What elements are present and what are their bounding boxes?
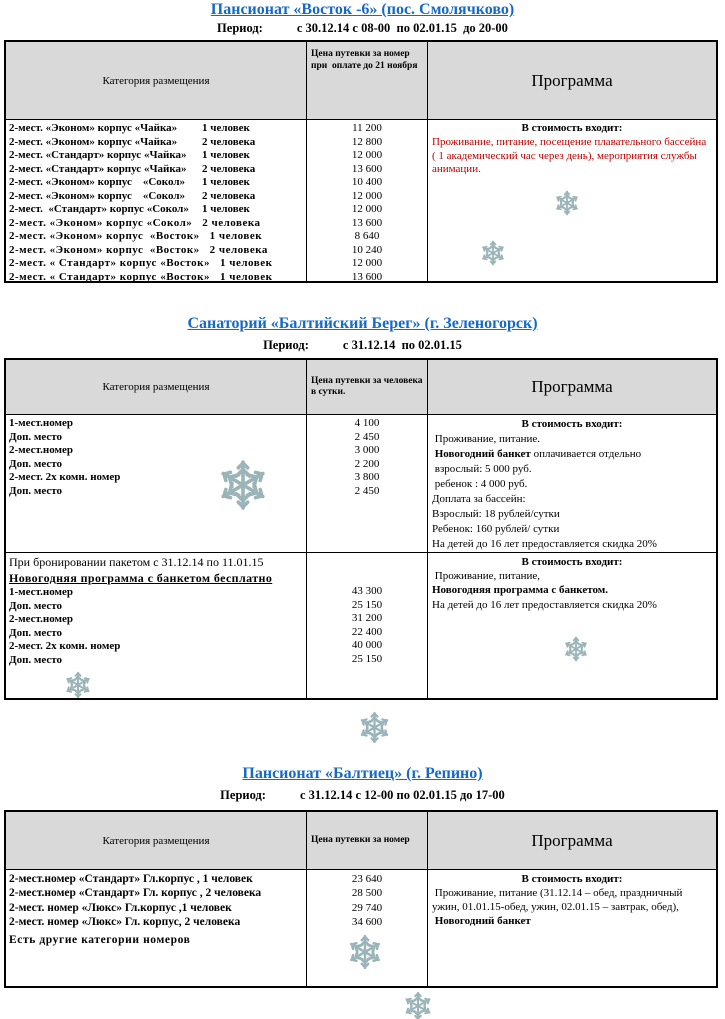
price-cell bbox=[307, 553, 428, 698]
section-title-vostok bbox=[0, 1, 725, 19]
period-value: с 30.12.14 с 08-00 по 02.01.15 до 20-00 bbox=[296, 21, 508, 35]
occupancy: 2 человека bbox=[202, 189, 256, 202]
price-value: 25 150 bbox=[351, 598, 383, 611]
special-offer: Новогодняя программа с банкетом бесплатно bbox=[9, 571, 273, 585]
program-heading: В стоимость входит: bbox=[521, 122, 623, 134]
price-value: 22 400 bbox=[351, 625, 383, 638]
room-category: 2-мест. «Эконом» корпус «Восток» bbox=[9, 230, 200, 242]
price-value: 28 500 bbox=[351, 887, 383, 900]
program-text: Взрослый: 18 рублей/сутки bbox=[432, 508, 560, 520]
program-cell bbox=[428, 553, 716, 698]
room-category: 1-мест.номер bbox=[9, 586, 74, 598]
price-value: 12 000 bbox=[351, 203, 383, 215]
room-category: Доп. место bbox=[9, 626, 63, 639]
room-category: 2-мест. номер «Люкс» Гл. корпус, 2 человека bbox=[9, 916, 241, 929]
price-value: 23 640 bbox=[351, 873, 383, 885]
program-heading: В стоимость входит: bbox=[521, 873, 623, 885]
room-category: 2-мест. «Эконом» корпус «Чайка» bbox=[9, 135, 178, 148]
price-value: 2 450 bbox=[354, 484, 380, 497]
price-value: 11 200 bbox=[352, 122, 382, 134]
snowflake-icon bbox=[358, 711, 391, 744]
pricing-table-vostok bbox=[4, 40, 718, 283]
room-category: 2-мест. 2х комн. номер bbox=[9, 640, 121, 652]
resort-link-baltiec[interactable]: Пансионат «Балтиец» (г. Репино) bbox=[242, 765, 483, 782]
occupancy: 1 человек bbox=[202, 203, 250, 215]
column-header-category bbox=[6, 812, 307, 870]
period-value: с 31.12.14 с 12-00 по 02.01.15 до 17-00 bbox=[299, 788, 505, 802]
occupancy: 1 человек bbox=[209, 230, 263, 242]
column-header-category bbox=[6, 42, 307, 120]
price-value: 12 000 bbox=[351, 257, 383, 269]
occupancy: 1 человек bbox=[202, 176, 250, 188]
price-cell bbox=[307, 415, 428, 553]
program-bold-text: Новогодний банкет bbox=[432, 448, 531, 460]
room-category: 2-мест.номер «Стандарт» Гл. корпус , 2 человека bbox=[9, 887, 262, 900]
program-bold-text: Новогодний банкет bbox=[432, 915, 531, 927]
column-header-category bbox=[6, 360, 307, 415]
program-bold-text: Новогодняя программа с банкетом. bbox=[432, 584, 609, 597]
room-category: 2-мест. «Стандарт» корпус «Чайка» bbox=[9, 162, 187, 175]
snowflake-icon bbox=[554, 190, 580, 216]
occupancy: 2 человека bbox=[202, 216, 261, 229]
price-value: 8 640 bbox=[354, 230, 380, 242]
section-title-baltiec bbox=[0, 765, 725, 783]
price-value: 4 100 bbox=[354, 417, 380, 429]
snowflake-icon bbox=[217, 459, 269, 511]
pricing-table-baltiysky bbox=[4, 358, 718, 700]
period-label: Период: bbox=[217, 21, 263, 35]
occupancy: 1 человек bbox=[202, 149, 250, 161]
snowflake-icon bbox=[64, 671, 92, 698]
occupancy: 1 человек bbox=[220, 270, 273, 281]
price-value: 34 600 bbox=[351, 916, 383, 929]
program-text: Проживание, питание (31.12.14 – обед, праздничный ужин, 01.01.15-обед, ужин, 02.01.15 – завтрак, обед), bbox=[432, 887, 686, 913]
program-text: Ребенок: 160 рублей/ сутки bbox=[432, 523, 560, 535]
room-category: 2-мест. «Эконом» корпус «Сокол» bbox=[9, 176, 186, 188]
price-value: 10 400 bbox=[351, 176, 383, 188]
price-value: 29 740 bbox=[351, 901, 383, 914]
snowflake-icon bbox=[403, 991, 433, 1019]
room-category: Доп. место bbox=[9, 484, 63, 497]
program-text: оплачивается отдельно bbox=[530, 448, 642, 460]
program-text: На детей до 16 лет предоставляется скидка 20% bbox=[432, 538, 657, 550]
table-row bbox=[9, 163, 306, 177]
price-value: 43 300 bbox=[351, 585, 383, 597]
price-value: 40 000 bbox=[351, 639, 383, 651]
program-text: взрослый: 5 000 руб. bbox=[432, 463, 532, 475]
other-categories-note: Есть другие категории номеров bbox=[9, 933, 191, 946]
snowflake-icon bbox=[480, 240, 506, 266]
program-text: Проживание, питание, bbox=[432, 570, 540, 583]
table-row bbox=[9, 230, 306, 244]
table-row bbox=[9, 271, 306, 282]
program-text: Доплата за бассейн: bbox=[432, 493, 526, 505]
room-category: 2-мест. «Эконом» корпус «Сокол» bbox=[9, 216, 193, 229]
column-header-label: Программа bbox=[531, 377, 613, 396]
column-header-program bbox=[428, 812, 716, 870]
occupancy: 2 человека bbox=[202, 135, 256, 148]
table-row bbox=[9, 217, 306, 231]
price-value: 2 200 bbox=[354, 457, 380, 470]
room-category: Доп. место bbox=[9, 457, 63, 470]
room-category: 2-мест. « Стандарт» корпус «Восток» bbox=[9, 257, 211, 269]
snowflake-icon bbox=[563, 636, 589, 662]
column-header-program bbox=[428, 360, 716, 415]
price-value: 3 000 bbox=[354, 444, 380, 456]
price-value: 12 000 bbox=[351, 149, 383, 161]
booking-condition: При бронировании пакетом с 31.12.14 по 11.01.15 bbox=[9, 555, 264, 569]
column-header-price: Цена путевки за номер при оплате до 21 ноября bbox=[307, 42, 428, 120]
room-category: 2-мест. «Стандарт» корпус «Чайка» bbox=[9, 149, 187, 161]
table-row bbox=[9, 257, 306, 271]
program-heading: В стоимость входит: bbox=[521, 418, 623, 430]
category-list bbox=[9, 586, 306, 667]
table-row bbox=[9, 244, 306, 258]
room-category: 2-мест. номер «Люкс» Гл.корпус ,1 человек bbox=[9, 901, 232, 914]
column-header-program bbox=[428, 42, 716, 120]
occupancy: 1 человек bbox=[202, 122, 250, 134]
period-line-baltiysky bbox=[0, 338, 725, 353]
program-text: На детей до 16 лет предоставляется скидка 20% bbox=[432, 598, 657, 611]
price-value: 2 450 bbox=[354, 430, 380, 443]
room-category: 2-мест. «Эконом» корпус «Восток» bbox=[9, 243, 200, 256]
price-value: 10 240 bbox=[351, 243, 383, 256]
price-value: 13 600 bbox=[351, 162, 383, 175]
category-cell bbox=[6, 415, 307, 553]
occupancy: 2 человека bbox=[202, 162, 256, 175]
room-category: 2-мест. « Стандарт» корпус «Восток» bbox=[9, 270, 211, 281]
room-category: 2-мест. «Эконом» корпус «Чайка» bbox=[9, 122, 178, 134]
resort-link-vostok[interactable]: Пансионат «Восток -6» (пос. Смолячково) bbox=[210, 1, 515, 18]
resort-link-baltiysky[interactable]: Санаторий «Балтийский Берег» (г. Зеленогорск) bbox=[187, 315, 538, 332]
occupancy: 1 человек bbox=[220, 257, 273, 269]
column-header-label: Программа bbox=[531, 830, 613, 850]
program-text: Проживание, питание. bbox=[432, 433, 540, 445]
occupancy: 2 человека bbox=[209, 243, 268, 256]
snowflake-icon bbox=[347, 934, 383, 970]
column-header-price: Цена путевки за номер bbox=[307, 812, 428, 870]
room-category: 1-мест.номер bbox=[9, 417, 74, 429]
room-category: Доп. место bbox=[9, 599, 63, 612]
price-cell bbox=[307, 870, 428, 986]
table-row bbox=[9, 176, 306, 190]
category-cell bbox=[6, 120, 307, 281]
price-value: 12 800 bbox=[351, 135, 383, 148]
program-cell bbox=[428, 415, 716, 553]
price-value: 13 600 bbox=[351, 270, 383, 281]
category-cell bbox=[6, 553, 307, 698]
period-line-baltiec bbox=[0, 788, 725, 803]
program-cell bbox=[428, 870, 716, 986]
room-category: 2-мест.номер «Стандарт» Гл.корпус , 1 человек bbox=[9, 873, 253, 885]
table-row bbox=[9, 190, 306, 204]
period-label: Период: bbox=[263, 338, 309, 352]
column-header-label: Категория размещения bbox=[102, 381, 210, 393]
program-text: ребенок : 4 000 руб. bbox=[432, 478, 528, 490]
price-value: 31 200 bbox=[351, 612, 383, 624]
column-header-label: Категория размещения bbox=[102, 74, 210, 87]
program-heading: В стоимость входит: bbox=[521, 556, 623, 568]
price-cell bbox=[307, 120, 428, 281]
pricing-table-baltiec bbox=[4, 810, 718, 988]
category-cell bbox=[6, 870, 307, 986]
price-value: 13 600 bbox=[351, 216, 383, 229]
period-line-vostok bbox=[0, 21, 725, 36]
category-list bbox=[9, 872, 306, 930]
room-category: 2-мест. «Стандарт» корпус «Сокол» bbox=[9, 203, 189, 215]
room-category: Доп. место bbox=[9, 430, 63, 443]
program-cell bbox=[428, 120, 716, 281]
room-category: Доп. место bbox=[9, 653, 63, 666]
price-value: 3 800 bbox=[354, 471, 380, 483]
price-value: 25 150 bbox=[351, 652, 383, 665]
table-row bbox=[9, 203, 306, 217]
table-row bbox=[9, 136, 306, 150]
section-title-baltiysky bbox=[0, 315, 725, 333]
period-value: с 31.12.14 по 02.01.15 bbox=[342, 338, 462, 352]
period-label: Период: bbox=[220, 788, 266, 802]
program-text bbox=[432, 447, 712, 462]
room-category: 2-мест.номер bbox=[9, 613, 74, 625]
price-value: 12 000 bbox=[351, 189, 383, 202]
column-header-label: Категория размещения bbox=[102, 834, 210, 847]
room-category: 2-мест.номер bbox=[9, 444, 74, 456]
program-text: Проживание, питание, посещение плавательного бассейна ( 1 академический час через день), мероприятия службы анимации. bbox=[432, 135, 712, 176]
table-row bbox=[9, 149, 306, 163]
column-header-label: Программа bbox=[531, 70, 613, 90]
column-header-price: Цена путевки за человека в сутки. bbox=[307, 360, 428, 415]
room-category: 2-мест. «Эконом» корпус «Сокол» bbox=[9, 189, 186, 202]
room-category: 2-мест. 2х комн. номер bbox=[9, 471, 121, 483]
table-row bbox=[9, 122, 306, 136]
price-list bbox=[307, 872, 427, 930]
